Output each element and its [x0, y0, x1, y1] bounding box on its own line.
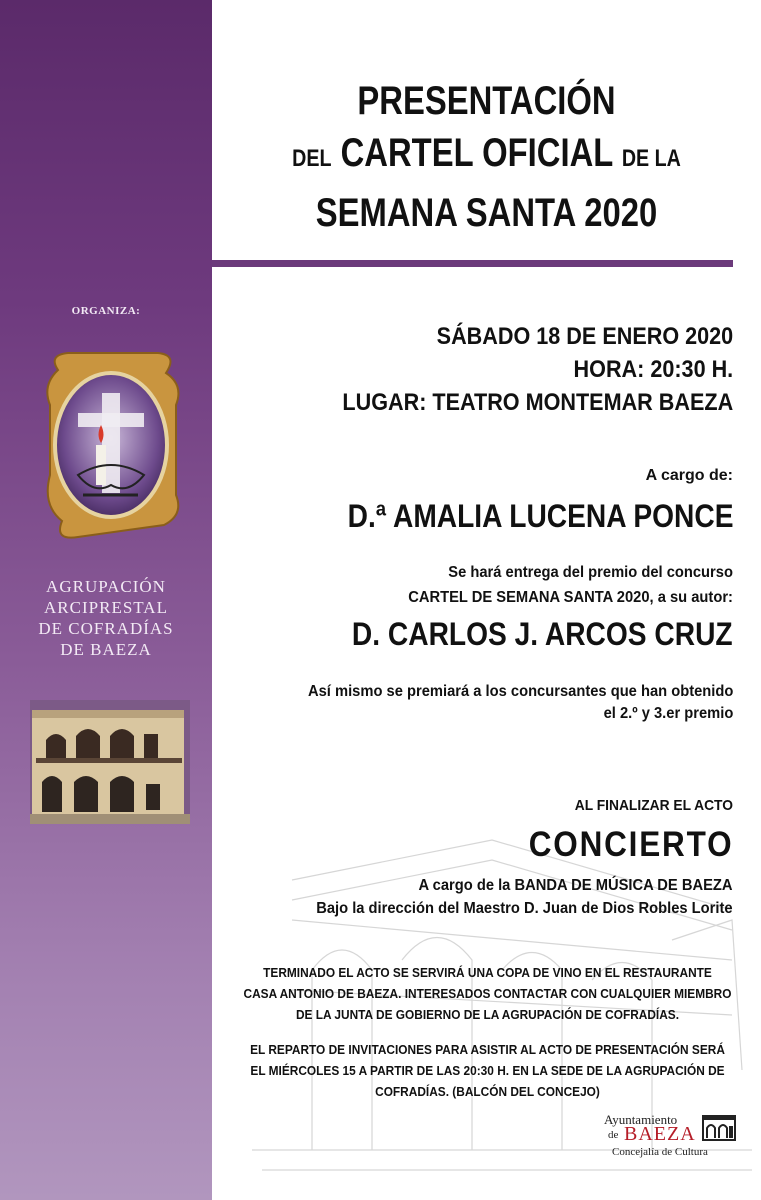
title-line-1: PRESENTACIÓN: [357, 79, 616, 123]
other-prizes: [308, 681, 733, 725]
other-prizes-line-2: el 2.º y 3.er premio: [603, 705, 733, 722]
sidebar-panel: [0, 0, 212, 1200]
building-photo: [30, 700, 190, 824]
concert-director: Bajo la dirección del Maestro D. Juan de Dios Robles Lorite: [316, 900, 733, 917]
main-content: [212, 0, 761, 1200]
invitations-notice-line: COFRADÍAS. (BALCÓN DEL CONCEJO): [375, 1085, 600, 1099]
title-de-la: DE LA: [621, 145, 681, 172]
agrupacion-line: ARCIPRESTAL: [44, 598, 168, 617]
agrupacion-line: DE BAEZA: [60, 640, 152, 659]
ayuntamiento-logo: [604, 1112, 744, 1162]
award-winner: D. CARLOS J. ARCOS CRUZ: [352, 616, 733, 652]
logo-de: de: [608, 1129, 619, 1141]
event-time: HORA: 20:30 H.: [573, 356, 733, 383]
concert-intro: AL FINALIZAR EL ACTO: [574, 797, 733, 814]
title-line-2: [261, 124, 711, 188]
cofradias-emblem: [38, 345, 184, 545]
presenter-name: D.ª AMALIA LUCENA PONCE: [347, 498, 733, 534]
concert-band: A cargo de la BANDA DE MÚSICA DE BAEZA: [418, 877, 733, 894]
agrupacion-line: AGRUPACIÓN: [46, 577, 166, 596]
concert-title: CONCIERTO: [528, 825, 733, 864]
organiza-label: ORGANIZA:: [71, 305, 141, 317]
logo-ayuntamiento: Ayuntamiento: [604, 1112, 678, 1127]
event-details: [342, 320, 733, 419]
award-line-1: Se hará entrega del premio del concurso: [448, 564, 733, 581]
invitations-notice-line: EL MIÉRCOLES 15 A PARTIR DE LAS 20:30 H. EN LA SEDE DE LA AGRUPACIÓN DE: [250, 1064, 725, 1078]
award-text: [408, 560, 733, 610]
event-date: SÁBADO 18 DE ENERO 2020: [436, 323, 733, 350]
town-hall-icon: [702, 1114, 736, 1142]
invitations-notice: [243, 1040, 732, 1103]
wine-notice-line: CASA ANTONIO DE BAEZA. INTERESADOS CONTACTAR CON CUALQUIER MIEMBRO: [243, 987, 732, 1001]
agrupacion-line: DE COFRADÍAS: [38, 619, 174, 638]
event-title: [212, 78, 761, 238]
logo-baeza: BAEZA: [624, 1123, 696, 1145]
other-prizes-line-1: Así mismo se premiará a los concursantes que han obtenido: [307, 683, 733, 700]
title-divider: [212, 260, 733, 267]
title-line-3: SEMANA SANTA 2020: [315, 191, 658, 235]
wine-notice: [243, 963, 732, 1026]
presenter-label: A cargo de:: [645, 467, 733, 484]
concert-details: [317, 874, 733, 920]
event-place: LUGAR: TEATRO MONTEMAR BAEZA: [342, 389, 733, 416]
invitations-notice-line: EL REPARTO DE INVITACIONES PARA ASISTIR AL ACTO DE PRESENTACIÓN SERÁ: [250, 1043, 725, 1057]
title-del: DEL: [292, 145, 332, 172]
title-cartel-oficial: CARTEL OFICIAL: [340, 131, 613, 175]
award-line-2: CARTEL DE SEMANA SANTA 2020, a su autor:: [408, 589, 733, 606]
wine-notice-line: DE LA JUNTA DE GOBIERNO DE LA AGRUPACIÓN DE COFRADÍAS.: [295, 1008, 680, 1022]
logo-concejalia: Concejalía de Cultura: [612, 1146, 708, 1158]
wine-notice-line: TERMINADO EL ACTO SE SERVIRÁ UNA COPA DE VINO EN EL RESTAURANTE: [263, 966, 712, 980]
agrupacion-name: [0, 576, 212, 660]
